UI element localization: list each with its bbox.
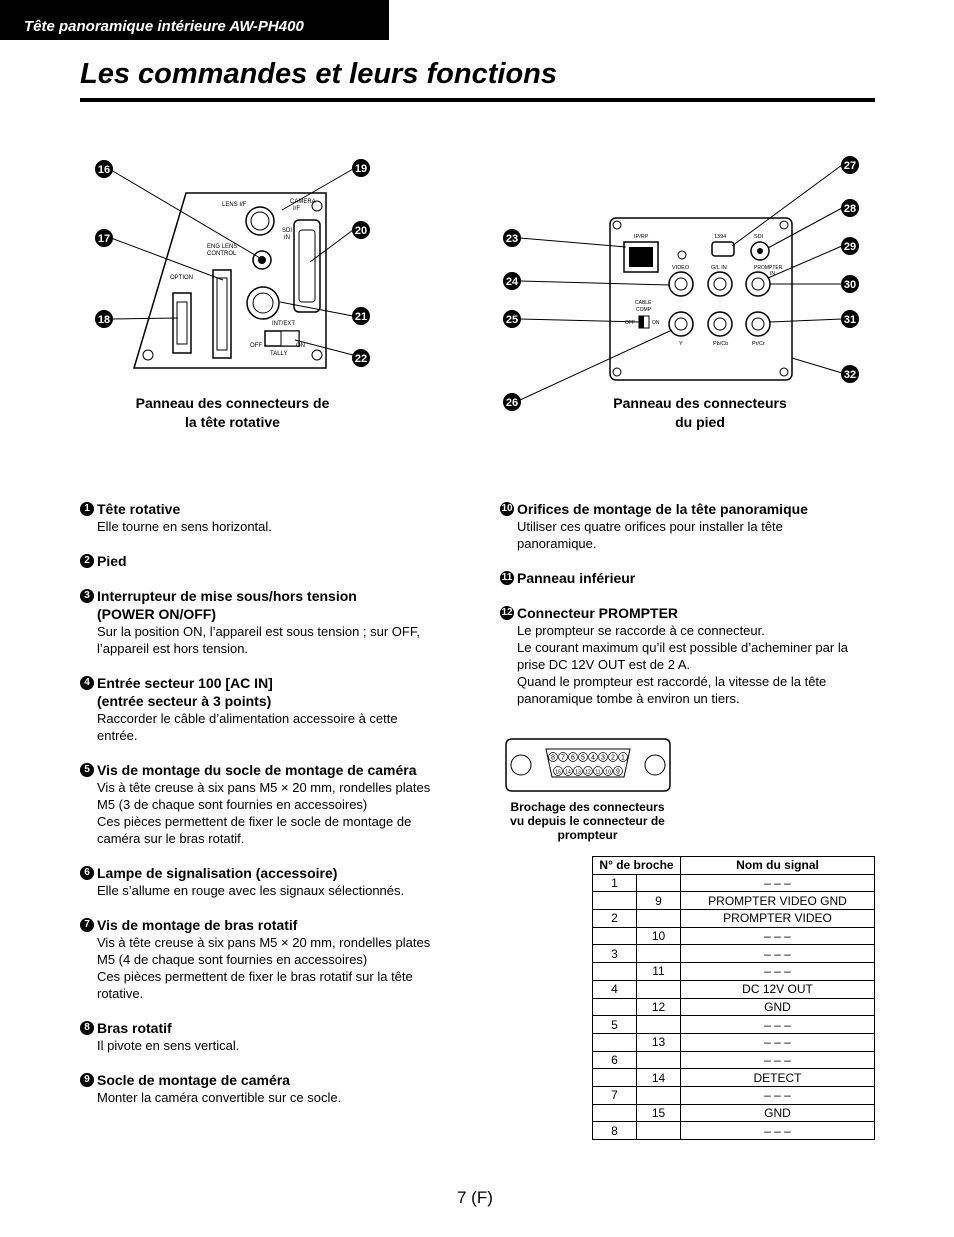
label-sdi: SDI (282, 228, 293, 234)
item-desc: Le prompteur se raccorde à ce connecteur. (517, 623, 765, 638)
table-row (593, 927, 875, 945)
pin-number-a: 1 (593, 874, 637, 892)
label-pbcb: Pb/Cb (713, 341, 729, 347)
pin-label: 7 (561, 754, 565, 762)
label-prompter-in: IN (770, 271, 775, 277)
pin-label: 3 (601, 754, 605, 762)
table-row (593, 1069, 875, 1087)
callout-27: 27 (843, 160, 857, 172)
item-desc: entrée. (97, 728, 138, 743)
callout-26: 26 (505, 397, 519, 409)
item-number: 10 (501, 503, 513, 514)
pin-number-b: 9 (637, 892, 681, 910)
item-6 (80, 864, 460, 899)
item-title: (POWER ON/OFF) (97, 606, 216, 622)
item-desc: Elle s’allume en rouge avec les signaux sélectionnés. (97, 883, 405, 898)
signal-name: DC 12V OUT (681, 980, 875, 998)
callout-28: 28 (843, 203, 857, 215)
callout-31: 31 (843, 314, 857, 326)
pin-number-a (593, 1033, 637, 1051)
item-number: 6 (80, 866, 94, 880)
item-title: Socle de montage de caméra (97, 1072, 290, 1088)
prompter-connector-diagram (504, 737, 672, 793)
pin-label: 1 (621, 754, 625, 762)
pin-label: 11 (595, 769, 601, 776)
item-number: 8 (80, 1021, 94, 1035)
item-title: Entrée secteur 100 [AC IN] (97, 675, 273, 691)
label-control: CONTROL (207, 251, 237, 257)
pin-number-a (593, 998, 637, 1016)
label-on: ON (296, 343, 305, 349)
item-number: 1 (80, 502, 94, 516)
title-rule (80, 98, 875, 102)
caption-line: Panneau des connecteurs de (135, 395, 330, 411)
item-desc: caméra sur le bras rotatif. (97, 831, 245, 846)
label-lens-if: LENS I/F (222, 202, 247, 208)
item-desc: panoramique. (517, 536, 597, 551)
item-1 (80, 500, 460, 535)
item-title: (entrée secteur à 3 points) (97, 693, 272, 709)
pin-label: 10 (605, 769, 611, 776)
pin-assignment-table (592, 856, 875, 1140)
label-gl-in: G/L IN (711, 265, 727, 271)
base-panel-diagram (500, 150, 870, 420)
pin-number-a: 7 (593, 1086, 637, 1104)
item-7 (80, 916, 460, 1002)
label-off: OFF (625, 320, 635, 326)
item-number: 12 (501, 607, 513, 618)
item-10 (500, 500, 880, 552)
item-5 (80, 761, 460, 847)
prompter-connector-caption (500, 800, 675, 842)
pin-number-b: 14 (637, 1069, 681, 1087)
signal-name: GND (681, 1104, 875, 1122)
table-row (593, 945, 875, 963)
item-desc: Vis à tête creuse à six pans M5 × 20 mm, rondelles plates (97, 780, 431, 795)
page-title: Les commandes et leurs fonctions (80, 58, 558, 90)
item-title: Bras rotatif (97, 1020, 172, 1036)
label-int-ext: INT/EXT (272, 321, 296, 327)
pin-number-a: 2 (593, 910, 637, 928)
pin-number-a (593, 1069, 637, 1087)
pin-label: 4 (591, 754, 595, 762)
pin-label: 6 (571, 754, 575, 762)
label-tally: TALLY (270, 351, 288, 357)
item-3 (80, 587, 460, 657)
signal-name: – – – (681, 1122, 875, 1140)
pin-number-a: 3 (593, 945, 637, 963)
table-row (593, 910, 875, 928)
pin-number-b: 10 (637, 927, 681, 945)
table-row (593, 1016, 875, 1034)
signal-name: PROMPTER VIDEO (681, 910, 875, 928)
table-row (593, 963, 875, 981)
table-row (593, 998, 875, 1016)
callout-30: 30 (843, 279, 857, 291)
item-desc: M5 (4 de chaque sont fournies en accessoires) (97, 952, 368, 967)
pin-number-b (637, 1122, 681, 1140)
pin-number-a: 5 (593, 1016, 637, 1034)
pin-label: 13 (575, 769, 581, 776)
item-title: Tête rotative (97, 501, 181, 517)
callout-20: 20 (354, 225, 368, 237)
item-desc: Elle tourne en sens horizontal. (97, 519, 272, 534)
pin-label: 5 (581, 754, 585, 762)
pin-number-a (593, 927, 637, 945)
pin-number-b: 15 (637, 1104, 681, 1122)
caption-line: la tête rotative (185, 414, 280, 430)
item-desc: l’appareil est hors tension. (97, 641, 249, 656)
signal-name: – – – (681, 1016, 875, 1034)
pin-label: 9 (616, 768, 620, 776)
pin-number-b: 13 (637, 1033, 681, 1051)
base-panel-caption (590, 394, 810, 432)
callout-16: 16 (97, 164, 111, 176)
label-option: OPTION (170, 275, 194, 281)
pin-number-b (637, 1051, 681, 1069)
table-row (593, 874, 875, 892)
header-text: Tête panoramique intérieure AW-PH400 (24, 18, 304, 35)
label-video: VIDEO (672, 265, 690, 271)
callout-21: 21 (354, 311, 368, 323)
pin-number-a (593, 1104, 637, 1122)
signal-name: GND (681, 998, 875, 1016)
pin-number-b (637, 910, 681, 928)
pin-number-b (637, 980, 681, 998)
signal-name: – – – (681, 927, 875, 945)
label-camera: CAMERA (290, 199, 316, 205)
header-pin-number: N° de broche (593, 857, 681, 875)
label-ip-rp: IP/RP (634, 234, 649, 240)
signal-name: DETECT (681, 1069, 875, 1087)
pin-number-b (637, 874, 681, 892)
label-prompter: PROMPTER (754, 265, 783, 271)
table-row (593, 1104, 875, 1122)
signal-name: – – – (681, 945, 875, 963)
item-desc: rotative. (97, 986, 144, 1001)
signal-name: – – – (681, 1033, 875, 1051)
item-desc: Raccorder le câble d’alimentation accessoire à cette (97, 711, 398, 726)
callout-17: 17 (97, 233, 111, 245)
item-11 (500, 569, 880, 587)
item-2 (80, 552, 460, 570)
table-row (593, 1033, 875, 1051)
table-header-row (593, 857, 875, 875)
item-desc: Monter la caméra convertible sur ce socle. (97, 1090, 342, 1105)
table-row (593, 1051, 875, 1069)
caption-line: Panneau des connecteurs (613, 395, 787, 411)
callout-29: 29 (843, 241, 857, 253)
pin-number-b (637, 945, 681, 963)
pin-number-a (593, 892, 637, 910)
label-in: IN (284, 235, 290, 241)
callout-19: 19 (354, 163, 368, 175)
header-bar (0, 0, 389, 40)
pin-table-body (593, 874, 875, 1139)
label-off: OFF (250, 343, 262, 349)
callout-32: 32 (843, 369, 857, 381)
pin-number-a: 6 (593, 1051, 637, 1069)
pin-number-a: 4 (593, 980, 637, 998)
label-on: ON (652, 320, 660, 326)
pin-number-a: 8 (593, 1122, 637, 1140)
caption-line: vu depuis le connecteur de (510, 814, 665, 828)
callout-22: 22 (354, 353, 368, 365)
item-title: Vis de montage de bras rotatif (97, 917, 298, 933)
label-if: I/F (293, 206, 300, 212)
label-cable: CABLE (635, 300, 652, 306)
pin-number-a (593, 963, 637, 981)
callout-18: 18 (97, 314, 111, 326)
item-desc: panoramique tombe à environ un tiers. (517, 691, 740, 706)
signal-name: – – – (681, 1086, 875, 1104)
pin-number-b: 12 (637, 998, 681, 1016)
item-desc: Vis à tête creuse à six pans M5 × 20 mm, rondelles plates (97, 935, 431, 950)
header-signal-name: Nom du signal (681, 857, 875, 875)
pin-number-b (637, 1016, 681, 1034)
item-number: 3 (80, 589, 94, 603)
item-desc: Utiliser ces quatre orifices pour installer la tête (517, 519, 783, 534)
signal-name: – – – (681, 874, 875, 892)
item-title: Vis de montage du socle de montage de caméra (97, 762, 417, 778)
descriptions-left (80, 500, 460, 1123)
item-number: 2 (80, 554, 94, 568)
label-y: Y (679, 341, 683, 347)
item-desc: Il pivote en sens vertical. (97, 1038, 240, 1053)
item-4 (80, 674, 460, 744)
item-number: 7 (80, 918, 94, 932)
table-row (593, 892, 875, 910)
item-number: 11 (501, 572, 513, 583)
label-eng-lens: ENG LENS (207, 244, 238, 250)
signal-name: – – – (681, 963, 875, 981)
callout-23: 23 (505, 233, 519, 245)
item-desc: Sur la position ON, l’appareil est sous tension ; sur OFF, (97, 624, 420, 639)
item-title: Pied (97, 553, 127, 569)
pin-label: 14 (565, 769, 571, 776)
item-12 (500, 604, 880, 707)
item-title: Lampe de signalisation (accessoire) (97, 865, 338, 881)
item-desc: prise DC 12V OUT est de 2 A. (517, 657, 691, 672)
pin-label: 2 (611, 754, 615, 762)
item-title: Connecteur PROMPTER (517, 605, 679, 621)
signal-name: PROMPTER VIDEO GND (681, 892, 875, 910)
pin-label: 12 (585, 769, 591, 776)
item-number: 9 (80, 1073, 94, 1087)
rotating-head-panel-diagram (80, 150, 390, 380)
item-desc: Le courant maximum qu’il est possible d’acheminer par la (517, 640, 848, 655)
item-number: 4 (80, 676, 94, 690)
label-sdi: SDI (754, 234, 764, 240)
item-title: Panneau inférieur (517, 570, 636, 586)
table-row (593, 1086, 875, 1104)
pin-label: 15 (555, 769, 561, 776)
signal-name: – – – (681, 1051, 875, 1069)
item-9 (80, 1071, 460, 1106)
label-comp: COMP (636, 307, 651, 313)
descriptions-right (500, 500, 880, 724)
pin-label: 8 (551, 754, 555, 762)
caption-line: prompteur (557, 828, 618, 842)
callout-25: 25 (505, 314, 519, 326)
table-row (593, 980, 875, 998)
item-title: Orifices de montage de la tête panoramique (517, 501, 808, 517)
item-title: Interrupteur de mise sous/hors tension (97, 588, 357, 604)
item-desc: Ces pièces permettent de fixer le socle de montage de (97, 814, 412, 829)
caption-line: du pied (675, 414, 725, 430)
item-8 (80, 1019, 460, 1054)
label-prcr: Pr/Cr (752, 341, 765, 347)
label-1394: 1394 (714, 234, 727, 240)
pin-number-b (637, 1086, 681, 1104)
pin-number-b: 11 (637, 963, 681, 981)
item-number: 5 (80, 763, 94, 777)
page-number: 7 (F) (457, 1188, 493, 1207)
item-desc: Ces pièces permettent de fixer le bras rotatif sur la tête (97, 969, 413, 984)
rotating-head-panel-caption (110, 394, 355, 432)
table-row (593, 1122, 875, 1140)
item-desc: M5 (3 de chaque sont fournies en accessoires) (97, 797, 368, 812)
callout-24: 24 (505, 276, 519, 288)
caption-line: Brochage des connecteurs (510, 800, 665, 814)
item-desc: Quand le prompteur est raccordé, la vitesse de la tête (517, 674, 827, 689)
